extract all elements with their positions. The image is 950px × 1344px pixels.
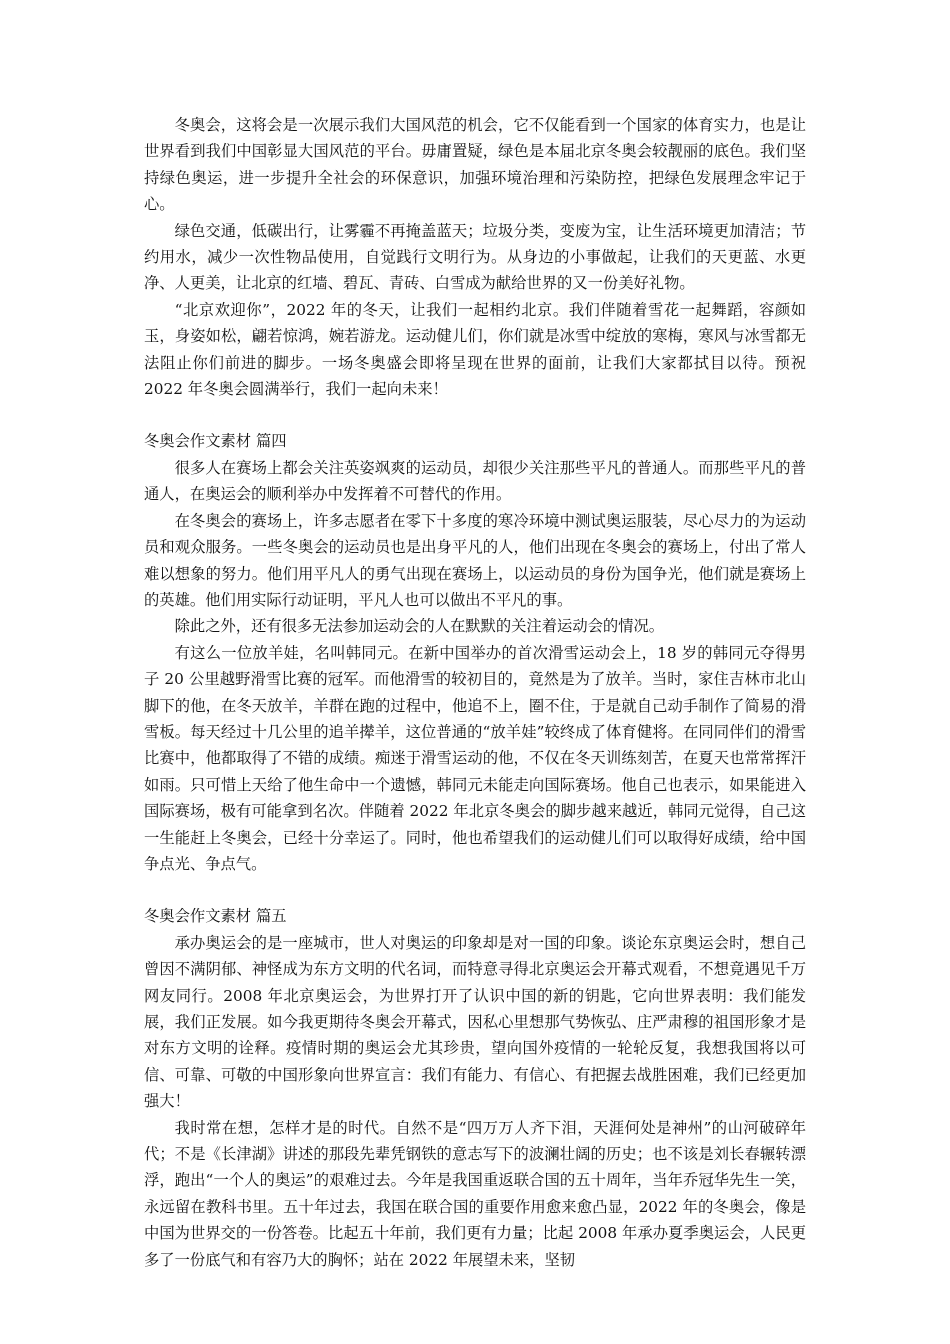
body-paragraph: 在冬奥会的赛场上，许多志愿者在零下十多度的寒冷环境中测试奥运服装，尽心尽力的为运动员和观众服务。一些冬奥会的运动员也是出身平凡的人，他们出现在冬奥会的赛场上，付出了常人难以想象的努力。他们用平凡人的勇气出现在赛场上，以运动员的身份为国争光，他们就是赛场上的英雄。他们用实际行动证明，平凡人也可以做出不平凡的事。 <box>144 511 806 609</box>
section-four <box>144 428 806 877</box>
section-heading: 冬奥会作文素材 篇五 <box>144 907 287 926</box>
body-paragraph: 除此之外，还有很多无法参加运动会的人在默默的关注着运动会的情况。 <box>174 617 665 636</box>
body-paragraph: 承办奥运会的是一座城市，世人对奥运的印象却是对一国的印象。谈论东京奥运会时，想自己曾因不满阴郁、神怪成为东方文明的代名词，而特意寻得北京奥运会开幕式观看，不想竟遇见千万网友同行。2008 年北京奥运会，为世界打开了认识中国的新的钥匙，它向世界表明：我们能发展，我们正发展。如今我更期待冬奥会开幕式，因私心里想那气势恢弘、庄严肃穆的祖国形象才是对东方文明的诠释。疫情时期的奥运会尤其珍贵，望向国外疫情的一轮轮反复，我想我国将以可信、可靠、可敬的中国形象向世界宣言：我们有能力、有信心、有把握去战胜困难，我们已经更加强大！ <box>144 933 806 1111</box>
body-paragraph: 很多人在赛场上都会关注英姿飒爽的运动员，却很少关注那些平凡的普通人。而那些平凡的普通人，在奥运会的顺利举办中发挥着不可替代的作用。 <box>144 458 806 504</box>
intro-section <box>144 112 806 402</box>
section-heading: 冬奥会作文素材 篇四 <box>144 432 287 451</box>
body-paragraph: 冬奥会，这将会是一次展示我们大国风范的机会，它不仅能看到一个国家的体育实力，也是让世界看到我们中国彰显大国风范的平台。毋庸置疑，绿色是本届北京冬奥会较靓丽的底色。我们坚持绿色奥运，进一步提升全社会的环保意识，加强环境治理和污染防控，把绿色发展理念牢记于心。 <box>144 116 806 214</box>
body-paragraph: 我时常在想，怎样才是的时代。自然不是“四万万人齐下泪，天涯何处是神州”的山河破碎年代；不是《长津湖》讲述的那段先辈凭钢铁的意志写下的波澜壮阔的历史；也不该是刘长春辗转漂浮，跑出“一个人的奥运”的艰难过去。今年是我国重返联合国的五十周年，当年乔冠华先生一笑，永远留在教科书里。五十年过去，我国在联合国的重要作用愈来愈凸显，2022 年的冬奥会，像是中国为世界交的一份答卷。比起五十年前，我们更有力量；比起 2008 年承办夏季奥运会，人民更多了一份底气和有容乃大的胸怀；站在 2022 年展望未来，坚韧 <box>144 1118 806 1269</box>
body-paragraph: 绿色交通，低碳出行，让雾霾不再掩盖蓝天；垃圾分类，变废为宝，让生活环境更加清洁；节约用水，减少一次性物品使用，自觉践行文明行为。从身边的小事做起，让我们的天更蓝、水更净、人更美，让北京的红墙、碧瓦、青砖、白雪成为献给世界的又一份美好礼物。 <box>144 221 806 293</box>
body-paragraph: 有这么一位放羊娃，名叫韩同元。在新中国举办的首次滑雪运动会上，18 岁的韩同元夺得男子 20 公里越野滑雪比赛的冠军。而他滑雪的较初目的，竟然是为了放羊。当时，家住吉林市北山脚下的他，在冬天放羊，羊群在跑的过程中，他追不上，圈不住，于是就自己动手制作了简易的滑雪板。每天经过十几公里的追羊撵羊，这位普通的“放羊娃”较终成了体育健将。在同同伴们的滑雪比赛中，他都取得了不错的成绩。痴迷于滑雪运动的他，不仅在冬天训练刻苦，在夏天也常常挥汗如雨。只可惜上天给了他生命中一个遗憾，韩同元未能走向国际赛场。他自己也表示，如果能进入国际赛场，极有可能拿到名次。伴随着 2022 年北京冬奥会的脚步越来越近，韩同元觉得，自己这一生能赶上冬奥会，已经十分幸运了。同时，他也希望我们的运动健儿们可以取得好成绩，给中国争点光、争点气。 <box>144 643 806 873</box>
document-body <box>144 112 806 1273</box>
section-five <box>144 903 806 1273</box>
body-paragraph: “北京欢迎你”，2022 年的冬天，让我们一起相约北京。我们伴随着雪花一起舞蹈，容颜如玉，身姿如松，翩若惊鸿，婉若游龙。运动健儿们，你们就是冰雪中绽放的寒梅，寒风与冰雪都无法阻止你们前进的脚步。一场冬奥盛会即将呈现在世界的面前，让我们大家都拭目以待。预祝 2022 年冬奥会圆满举行，我们一起向未来！ <box>144 300 806 399</box>
